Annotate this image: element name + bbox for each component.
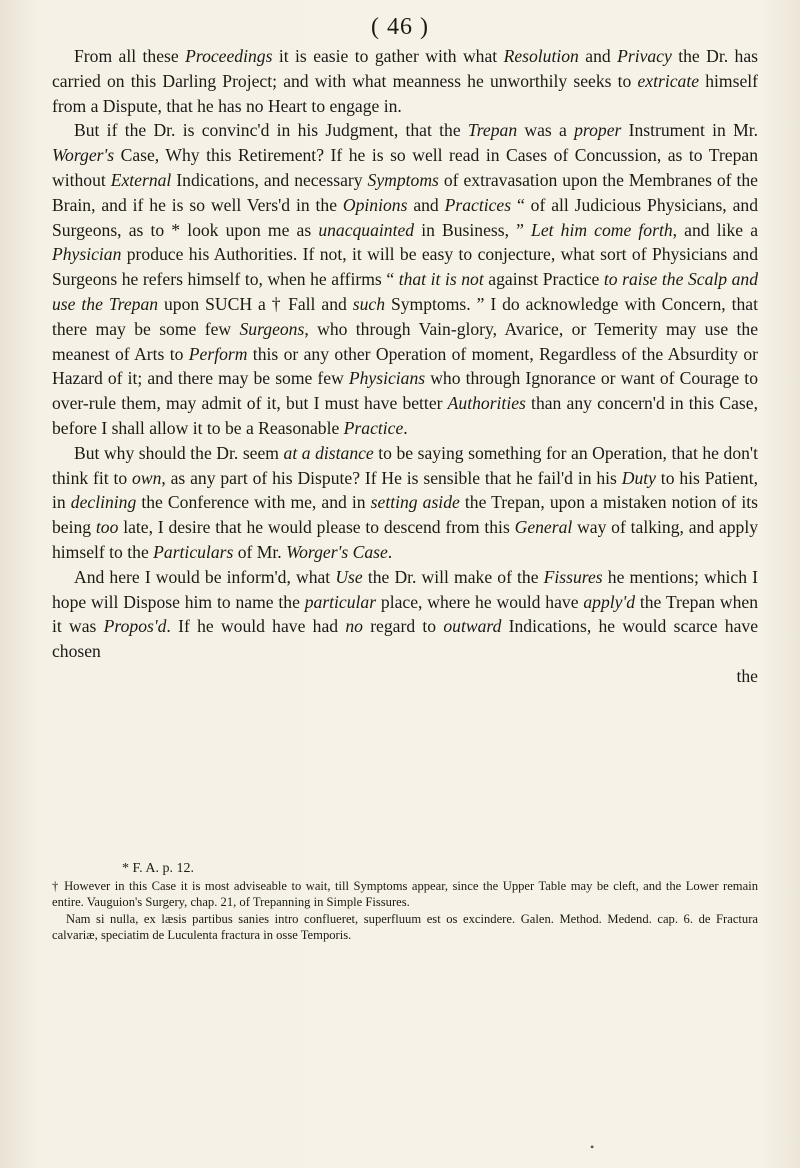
text-run: than any concern'd in this Case, before I shall allow it to be a Reasonable bbox=[52, 393, 758, 438]
text-run: Instrument in Mr. bbox=[621, 120, 759, 141]
text-run: And here I would be inform'd, what bbox=[74, 566, 336, 587]
italic-text: extricate bbox=[637, 70, 700, 91]
text-run: From all these bbox=[74, 46, 186, 66]
italic-text: at a distance bbox=[283, 442, 374, 463]
text-run: the Trepan, upon a mistaken notion of its being bbox=[52, 492, 758, 538]
text-run: himself from a Dispute, that he has no Heart to engage in. bbox=[52, 70, 758, 116]
text-run: Case, Why this Retirement? If he is so well read in Cases of Concussion, as to Trepan without bbox=[52, 145, 758, 190]
text-run: this or any other Operation of moment, Regardless of the Absurdity or Hazard of it; and there may be some few bbox=[52, 343, 758, 389]
text-run: who through Ignorance or want of Courage to over-rule them, may admit of it, but I must have better bbox=[52, 368, 758, 414]
italic-text: Surgeons bbox=[239, 318, 305, 339]
italic-text: to raise the Scalp and use the Trepan bbox=[52, 269, 758, 314]
paragraph-1 bbox=[52, 44, 758, 118]
printer-mark: • bbox=[590, 1140, 595, 1154]
text-run: in Business, ” bbox=[414, 219, 532, 240]
text-run: to his Patient, in bbox=[52, 467, 758, 513]
italic-text: External bbox=[110, 169, 172, 190]
italic-text: Authorities bbox=[447, 393, 526, 414]
body-text bbox=[52, 44, 758, 689]
italic-text: too bbox=[95, 517, 119, 538]
italic-text: Fissures bbox=[543, 566, 603, 587]
text-run: , who through Vain-glory, Avarice, or Temerity may use the meanest of Arts to bbox=[52, 318, 759, 364]
italic-text: Practice bbox=[343, 417, 404, 438]
italic-text: Resolution bbox=[503, 46, 579, 66]
text-run: Indications, he would scarce have chosen bbox=[52, 616, 759, 662]
text-run: he mentions; which I hope will Dispose him to name the bbox=[52, 566, 758, 612]
text-run: of extravasation upon the Membranes of the Brain, and if he is so well Vers'd in the bbox=[52, 169, 758, 215]
text-run: . If he would have had bbox=[166, 616, 346, 637]
text-run: was a bbox=[517, 120, 575, 141]
text-run: upon SUCH a † Fall and bbox=[158, 293, 353, 314]
italic-text: Particulars bbox=[153, 541, 234, 562]
text-run: . bbox=[387, 541, 393, 562]
text-run: against Practice bbox=[483, 269, 604, 290]
italic-text: proper bbox=[574, 120, 622, 141]
text-run: , as any part of his Dispute? If He is sensible that he fail'd in his bbox=[161, 467, 622, 488]
footnote-reference: * F. A. p. 12. bbox=[122, 861, 195, 876]
paragraph-3 bbox=[52, 441, 758, 565]
italic-text: that it is not bbox=[398, 269, 484, 290]
italic-text: Propos'd bbox=[103, 616, 167, 637]
text-run: , and like a bbox=[672, 219, 759, 240]
text-run: and bbox=[578, 46, 618, 66]
italic-text: unacquainted bbox=[318, 219, 415, 240]
text-run: late, I desire that he would please to descend from this bbox=[118, 517, 515, 538]
page-number: ( 46 ) bbox=[371, 14, 429, 40]
paragraph-2 bbox=[52, 118, 758, 440]
text-run: But if the Dr. is convinc'd in his Judgment, that the bbox=[74, 120, 468, 141]
italic-text: Practices bbox=[444, 194, 512, 215]
footnote-2: Nam si nulla, ex læsis partibus sanies intro conflueret, superfluum est os excindere. Galen. Method. Medend. cap. 6. de Fractura calvariæ, speciatim de Luculenta fractura in osse Temporis. bbox=[52, 911, 758, 943]
italic-text: Symptoms bbox=[367, 169, 439, 190]
italic-text: particular bbox=[304, 591, 377, 612]
paragraph-4 bbox=[52, 565, 758, 664]
italic-text: Trepan bbox=[467, 120, 518, 141]
text-run: Symptoms. ” I do acknowledge with Concern, that there may be some few bbox=[52, 293, 758, 339]
italic-text: Proceedings bbox=[185, 46, 273, 66]
italic-text: apply'd bbox=[583, 591, 636, 612]
text-run: to be saying something for an Operation, that he don't think fit to bbox=[52, 442, 758, 488]
text-run: the Dr. has carried on this Darling Project; and with what meanness he unworthily seeks to bbox=[52, 46, 759, 91]
footnote-1: † However in this Case it is most adviseable to wait, till Symptoms appear, since the Upper Table may be cleft, and the Lower remain entire. Vauguion's Surgery, chap. 21, of Trepanning in Simple Fissures. bbox=[52, 879, 758, 910]
italic-text: Duty bbox=[621, 467, 656, 488]
text-run: . bbox=[403, 417, 408, 438]
text-run: way of talking, and apply himself to the bbox=[52, 517, 759, 562]
text-run: it is easie to gather with what bbox=[272, 46, 504, 66]
catch-line: the bbox=[736, 665, 758, 686]
italic-text: Let him come forth bbox=[531, 219, 673, 240]
text-run: and bbox=[407, 194, 445, 215]
italic-text: Physician bbox=[52, 244, 122, 265]
text-run: But why should the Dr. seem bbox=[74, 442, 284, 463]
text-run: of Mr. bbox=[233, 541, 287, 562]
italic-text: declining bbox=[70, 492, 137, 513]
italic-text: Physicians bbox=[348, 368, 426, 389]
text-run: the Trepan when it was bbox=[52, 591, 758, 637]
italic-text: outward bbox=[443, 616, 502, 637]
text-run: the Conference with me, and in bbox=[136, 492, 371, 513]
italic-text: General bbox=[514, 517, 573, 538]
italic-text: own bbox=[132, 467, 162, 488]
italic-text: Worger's bbox=[52, 145, 115, 166]
italic-text: Use bbox=[335, 566, 363, 587]
italic-text: no bbox=[345, 616, 363, 637]
italic-text: Worger's Case bbox=[286, 541, 388, 562]
text-run: Indications, and necessary bbox=[171, 169, 368, 190]
footnotes bbox=[52, 860, 758, 944]
text-run: place, where he would have bbox=[376, 591, 584, 612]
italic-text: Privacy bbox=[617, 46, 672, 66]
italic-text: setting aside bbox=[370, 492, 460, 513]
text-run: produce his Authorities. If not, it will be easy to conjecture, what sort of Physicians and Surgeons he refers himself to, when he affirms “ bbox=[52, 244, 758, 290]
text-run: regard to bbox=[362, 616, 444, 637]
italic-text: such bbox=[352, 293, 385, 314]
italic-text: Opinions bbox=[342, 194, 408, 215]
text-run: “ of all Judicious Physicians, and Surgeons, as to * look upon me as bbox=[52, 194, 758, 240]
italic-text: Perform bbox=[188, 343, 248, 364]
text-run: the Dr. will make of the bbox=[362, 566, 544, 587]
